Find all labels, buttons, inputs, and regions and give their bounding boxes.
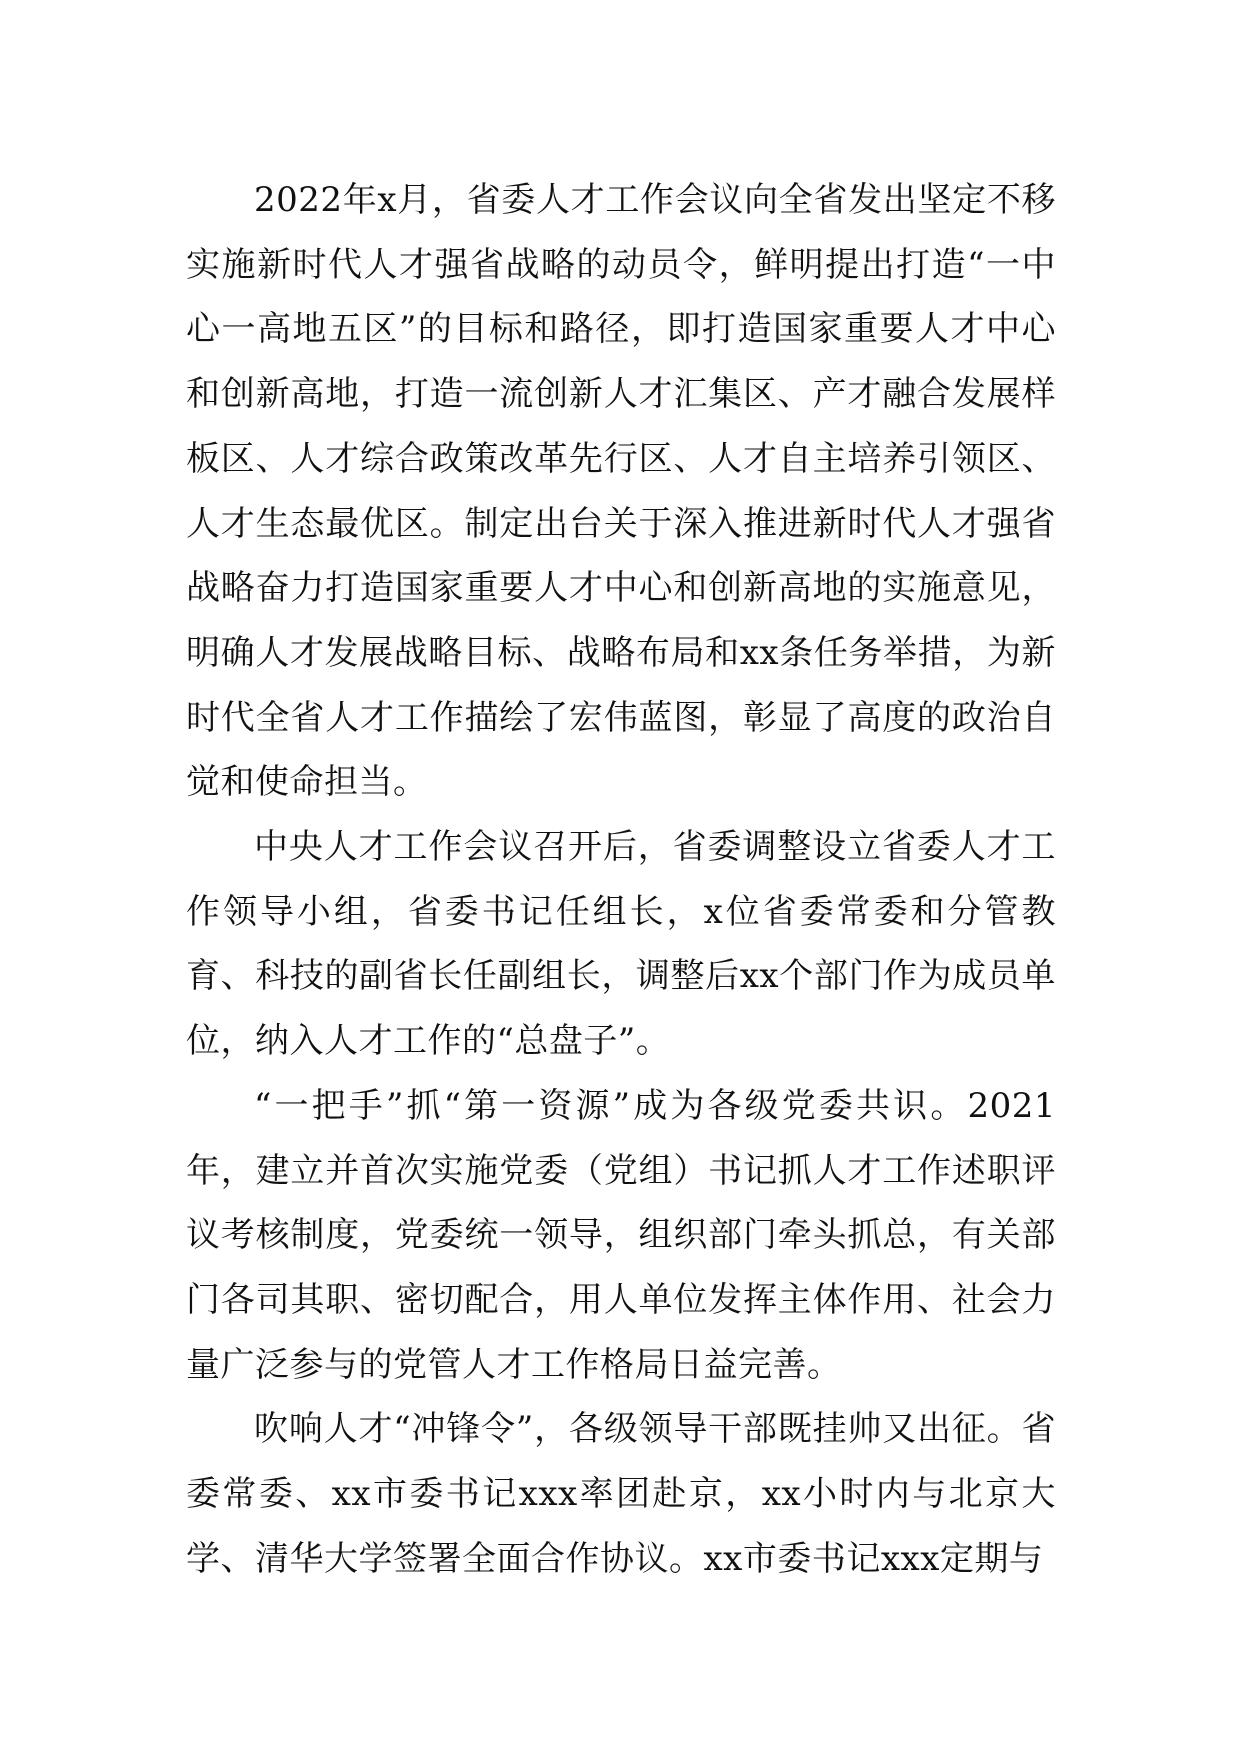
paragraph-leaders-action: 吹响人才“冲锋令”，各级领导干部既挂帅又出征。省委常委、xx市委书记xxx率团赴京，xx小时内与北京大学、清华大学签署全面合作协议。xx市委书记xxx定期与 <box>186 1409 1056 1579</box>
paragraph-party-committee-consensus: “一把手”抓“第一资源”成为各级党委共识。2021年，建立并首次实施党委（党组）书记抓人才工作述职评议考核制度，党委统一领导，组织部门牵头抓总，有关部门各司其职、密切配合，用人单位发挥主体作用、社会力量广泛参与的党管人才工作格局日益完善。 <box>186 1085 1056 1385</box>
paragraph-talent-strategy: 2022年x月，省委人才工作会议向全省发出坚定不移实施新时代人才强省战略的动员令，鲜明提出打造“一中心一高地五区”的目标和路径，即打造国家重要人才中心和创新高地，打造一流创新人才汇集区、产才融合发展样板区、人才综合政策改革先行区、人才自主培养引领区、人才生态最优区。制定出台关于深入推进新时代人才强省战略奋力打造国家重要人才中心和创新高地的实施意见，明确人才发展战略目标、战略布局和xx条任务举措，为新时代全省人才工作描绘了宏伟蓝图，彰显了高度的政治自觉和使命担当。 <box>186 180 1056 803</box>
document-body <box>186 168 1056 1591</box>
paragraph-leading-group: 中央人才工作会议召开后，省委调整设立省委人才工作领导小组，省委书记任组长，x位省委常委和分管教育、科技的副省长任副组长，调整后xx个部门作为成员单位，纳入人才工作的“总盘子”。 <box>186 827 1056 1062</box>
